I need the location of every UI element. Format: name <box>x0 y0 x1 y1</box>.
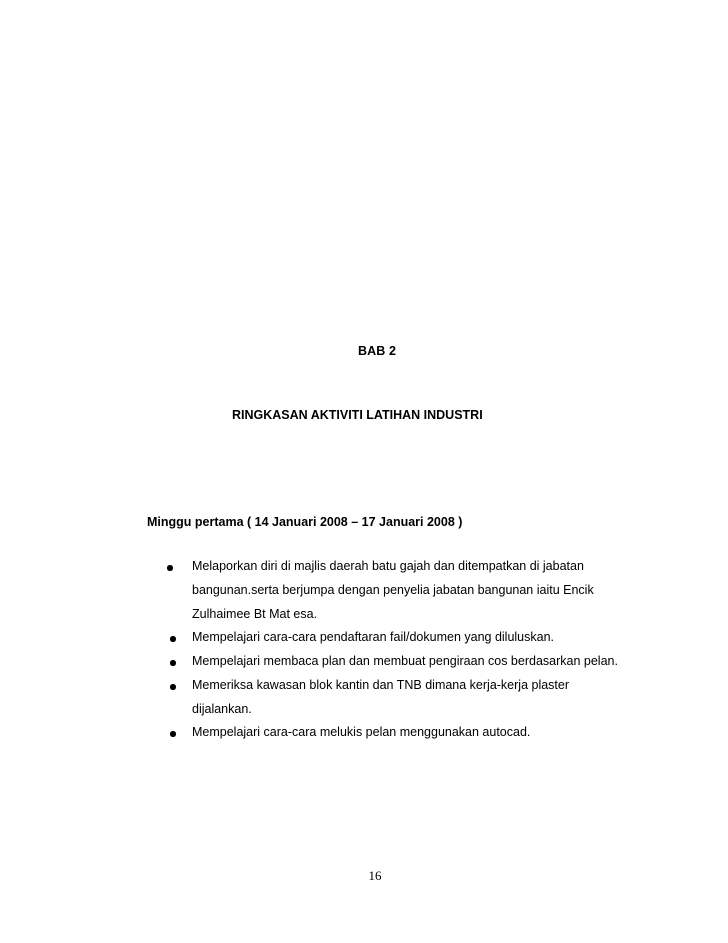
list-item-line: Mempelajari membaca plan dan membuat pengiraan cos berdasarkan pelan. <box>192 654 618 668</box>
bullet-icon <box>170 660 176 666</box>
list-item-line: Mempelajari cara-cara melukis pelan menggunakan autocad. <box>192 725 531 739</box>
list-item-line: Melaporkan diri di majlis daerah batu gajah dan ditempatkan di jabatan <box>192 559 584 573</box>
list-item-line: bangunan.serta berjumpa dengan penyelia jabatan bangunan iaitu Encik <box>192 583 594 597</box>
bullet-icon <box>167 565 173 571</box>
bullet-icon <box>170 684 176 690</box>
chapter-heading-text: BAB 2 <box>357 344 396 358</box>
week-heading: Minggu pertama ( 14 Januari 2008 – 17 Januari 2008 ) <box>147 515 463 529</box>
list-item-line: Zulhaimee Bt Mat esa. <box>192 607 318 621</box>
page-number-text: 16 <box>368 868 382 883</box>
page-number <box>0 868 728 884</box>
bullet-icon <box>170 731 176 737</box>
list-item-line: dijalankan. <box>192 702 252 716</box>
list-item-line: Mempelajari cara-cara pendaftaran fail/dokumen yang diluluskan. <box>192 630 555 644</box>
list-item-line: Memeriksa kawasan blok kantin dan TNB dimana kerja-kerja plaster <box>192 678 570 692</box>
bullet-icon <box>170 636 176 642</box>
chapter-heading <box>0 344 728 358</box>
chapter-title: RINGKASAN AKTIVITI LATIHAN INDUSTRI <box>232 408 483 422</box>
